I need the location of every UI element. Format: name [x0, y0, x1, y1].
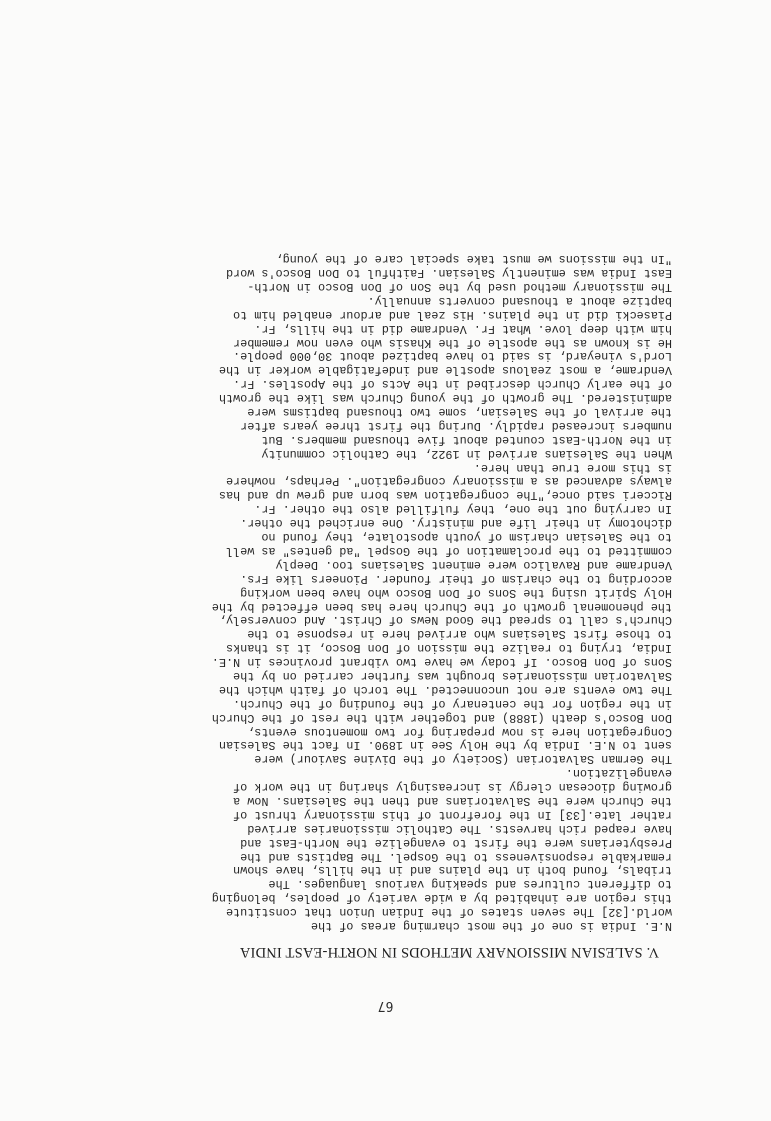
text-line: evangelization.: [565, 766, 672, 781]
text-line: Vendrame, a most zealous apostle and indefatigable worker in the: [218, 363, 672, 378]
section-heading: V. SALESIAN MISSIONARY METHODS IN NORTH-EAST INDIA: [239, 944, 659, 960]
text-line: "In the missions we must take special care of the young,: [275, 252, 672, 267]
text-line: Vendrame and Ravalico were eminent Salesians too. Deeply: [275, 557, 672, 572]
text-line: this region are inhabited by a wide variety of peoples, belonging: [211, 891, 672, 906]
text-line: Piasecki did in the plains. His zeal and ardour enabled him to: [233, 307, 672, 322]
text-line: of the early Church described in the Acts of the Apostles. Fr.: [233, 377, 672, 392]
text-line: Ricceri said once,"The congregation was born and grew up and has: [218, 488, 672, 503]
text-line: In carrying out the one, they fulfilled also the other. Fr.: [254, 502, 672, 517]
text-line: baptize about a thousand converts annually.: [367, 293, 672, 308]
text-line: the arrival of the Salesian, some two thousand baptisms were: [247, 405, 672, 420]
text-line: have reaped rich harvests. The Catholic missionaries arrived: [247, 821, 672, 836]
text-line: committed to the proclamation of the Gospel "ad gentes" as well: [226, 543, 672, 558]
text-line: is this more true than here.: [473, 460, 672, 475]
text-line: India, trying to realize the mission of Don Bosco, it is thanks: [226, 641, 672, 656]
text-line: to different cultures and speaking various languages. The: [268, 877, 672, 892]
text-line: rather late.[33] In the forefront of this missionary thrust of: [233, 807, 672, 822]
text-line: Holy Spirit using the Sons of Don Bosco who have been working: [240, 585, 672, 600]
text-line: dichotomy in their life and ministry. One enriched the other.: [240, 516, 672, 531]
text-line: Church's call to spread the Good News of Christ. And conversely,: [218, 613, 672, 628]
text-line: in the North-East counted about five thousand members. But: [261, 432, 672, 447]
text-line: Don Bosco's death (1888) and together with the rest of the Church: [211, 710, 672, 725]
text-line: to the Salesian charism of youth apostolate, they found no: [261, 530, 672, 545]
text-line: He is known as the apostle of the Khasis who even now remember: [233, 335, 672, 350]
text-line: When the Salesians arrived in 1922, the Catholic community: [261, 446, 672, 461]
text-line: Congregation here is now preparing for two momentous events,: [247, 724, 672, 739]
text-line: The missionary method used by the Son of Don Bosco in North-: [247, 280, 672, 295]
text-line: in the region for the centenary of the founding of the Church.: [233, 696, 672, 711]
text-line: Lord's vineyard, is said to have baptized about 30,000 people.: [233, 349, 672, 364]
text-line: growing diocesan clergy is increasingly sharing in the work of: [233, 780, 672, 795]
text-line: according to the charism of their founder. Pioneers like Frs.: [240, 571, 672, 586]
text-line: remarkable responsiveness to the Gospel. The Baptists and the: [240, 849, 672, 864]
text-line: N.E. India is one of the most charming areas of the: [310, 919, 672, 933]
text-line: sent to N.E. India by the Holy See in 1890. In fact the Salesian: [218, 738, 672, 753]
text-line: tribals, found both in the plains and in the hills, have shown: [233, 863, 672, 878]
text-line: East India was eminently Salesian. Faithful to Don Bosco's word: [226, 266, 672, 281]
text-line: The two events are not unconnected. The torch of faith which the: [218, 682, 672, 697]
text-line: Presbyterians were the first to evangelize the North-East and: [240, 835, 672, 850]
text-line: always advanced as a missionary congregation". Perhaps, nowhere: [226, 474, 672, 489]
text-line: world.[32] The seven states of the Indian Union that constitute: [226, 905, 672, 920]
text-line: The German Salvatorian (Society of the Divine Saviour) were: [254, 752, 672, 767]
text-line: the Church were the Salvatorians and then the Salesians. Now a: [233, 793, 672, 808]
text-line: Sons of Don Bosco. If today we have two vibrant provinces in N.E.: [211, 655, 672, 670]
page-number: 67: [377, 998, 394, 1013]
body-text: [212, 251, 672, 932]
text-line: Salvatorian missionaries brought was further carried on by the: [233, 668, 672, 683]
text-line: to those first Salesians who arrived here in response to the: [247, 627, 672, 642]
text-line: the phenomenal growth of the Church here has been effected by the: [211, 599, 672, 614]
text-line: administered. The growth of the young Church was like the growth: [218, 391, 672, 406]
text-line: numbers increased rapidly. During the first three years after: [240, 418, 672, 433]
text-line: him with deep love. What Fr. Vendrame did in the hills, Fr.: [254, 321, 672, 336]
